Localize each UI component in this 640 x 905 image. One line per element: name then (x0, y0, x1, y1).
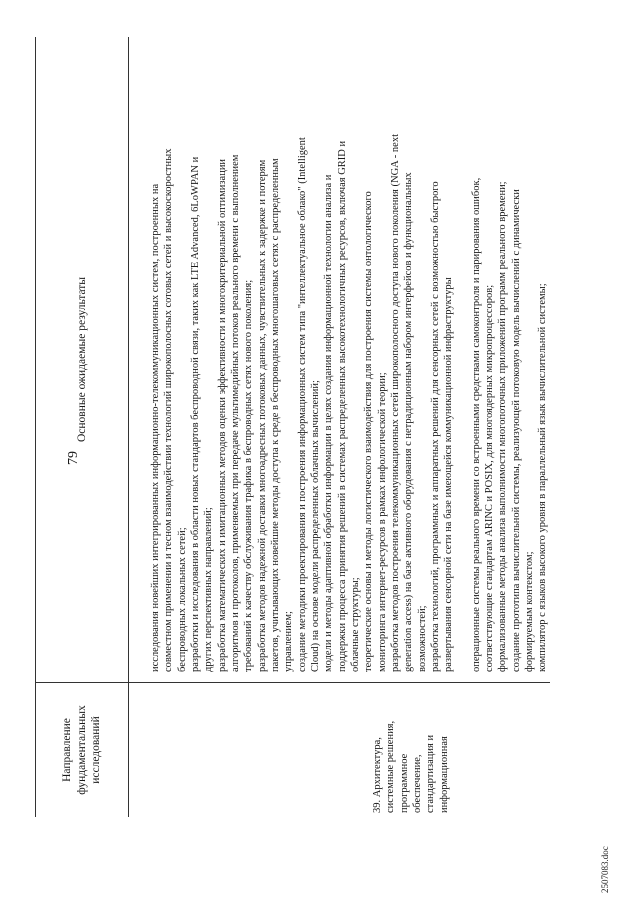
result-line: компилятор с языков высокого уровня в параллельный язык вычислительной системы; (537, 283, 549, 672)
table-body (129, 37, 550, 817)
row-direction: 39. Архитектура, системные решения, программное обеспечение, стандартизация и информационная (129, 682, 550, 817)
header-direction: Направление фундаментальных исследований (36, 682, 128, 817)
result-line: разработка технологий, программных и аппаратных решений для сенсорных сетей с возможностью быстрого (429, 181, 441, 672)
result-line: создание прототипа вычислительной системы, реализующей потоковую модель вычислений с динамически (510, 189, 522, 672)
results-table (35, 37, 550, 817)
result-line: пакетов, учитывающих новейшие методы доступа к среде в беспроводных многошаговых сетях с распределенным (269, 158, 281, 672)
result-line: исследования новейших интегрированных информационно-телекоммуникационных систем, построенных на (150, 183, 161, 672)
header-results: Основные ожидаемые результаты (76, 276, 88, 443)
result-line: управлением; (283, 611, 295, 672)
result-line: требований к качеству обслуживания трафика в беспроводных сетях нового поколения; (243, 279, 255, 672)
result-line: поддержки процесса принятия решений в системах распределенных высокотехнологичных ресурсов, включая GRID и (336, 140, 348, 672)
result-line: создание методики проектирования и построения информационных систем типа "интеллектуальное облако" (Intelligent (296, 137, 308, 672)
result-line: формализованные методы анализа выполнимости многопоточных приложений программ реального времени; (497, 181, 509, 672)
document-id: 2507083.doc (600, 846, 610, 893)
results-block-1 (149, 45, 456, 672)
result-line: развертывания сенсорной сети на базе имеющейся коммуникационной инфраструктуры (443, 277, 455, 672)
result-line: других перспективных направлений; (203, 507, 215, 672)
result-line: теоретические основы и методы логистического взаимодействия для построения системы онтологического (363, 191, 375, 672)
result-line: разработки и исследования в области новых стандартов беспроводной связи, таких как LTE Advanced, 6LoWPAN и (189, 156, 201, 672)
results-block-2 (470, 45, 550, 672)
page-number: 79 (66, 451, 81, 465)
row-results (129, 37, 550, 682)
result-line: Cloud) на основе модели распределенных облачных вычислений; (309, 380, 321, 672)
result-line: модели и методы адаптивной обработки информации в целях создания информационной технологии анализа и (323, 174, 335, 672)
result-line: мониторинга интернет-ресурсов в рамках инфологической теории; (376, 372, 388, 672)
result-line: операционные системы реального времени со встроенными средствами самоконтроля и парирования ошибок, (470, 177, 482, 672)
result-line: алгоритмов и протоколов, применяемых при передаче мультимедийных потоков реального времени с выполнением (229, 154, 241, 672)
result-line: соответствующие стандартам ARINC и POSIX, для многоядерных микропроцессоров; (483, 284, 495, 672)
result-line: формируемым контекстом; (523, 551, 535, 672)
table-header (35, 37, 129, 817)
result-line: разработка методов построения телекоммуникационных сетей широкополосного доступа нового поколения (NGA - next (389, 134, 401, 672)
result-line: разработка методов надежной доставки многоадресных потоковых данных, чувствительных к задержке и потерям (256, 159, 268, 672)
result-line: совместном применении и тесном взаимодействии технологий широкополосных сотовых сетей и высокоскоростных (163, 148, 175, 672)
result-line: generation access) на базе активного оборудования с нетрадиционным набором интерфейсов и функциональных (403, 172, 415, 672)
result-line: разработка математических и имитационных методов оценки эффективности и многокритериальной оптимизации (216, 158, 228, 672)
result-line: возможностей; (416, 605, 428, 672)
result-line: беспроводных локальных сетей; (176, 527, 188, 672)
result-line: облачные структуры; (349, 577, 361, 672)
